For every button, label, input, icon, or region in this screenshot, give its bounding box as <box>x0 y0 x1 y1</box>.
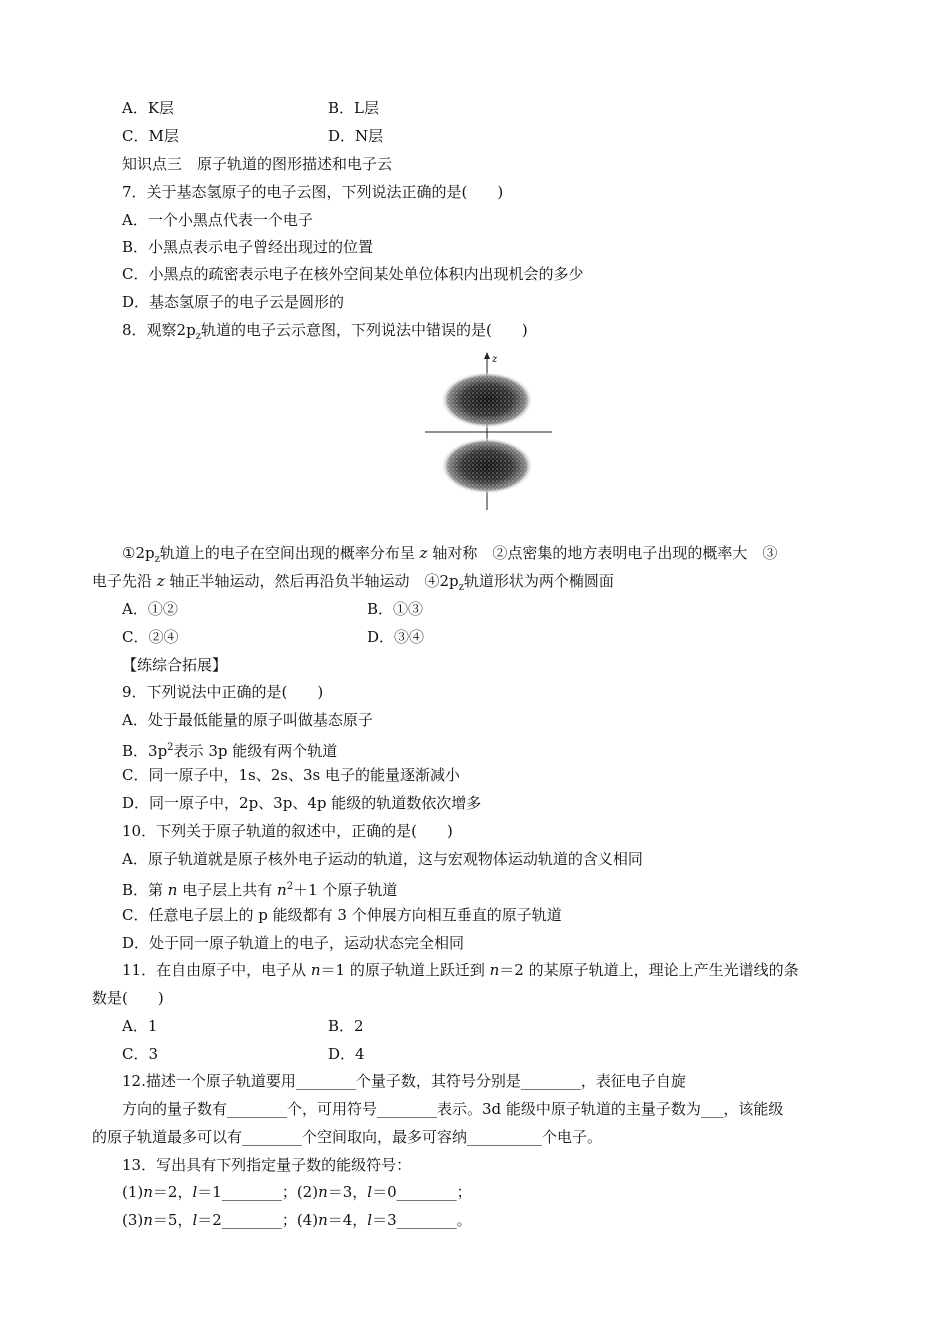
q9-option-a: A．处于最低能量的原子叫做基态原子 <box>122 711 373 729</box>
q11-option-d: D．4 <box>328 1045 365 1063</box>
q9-option-d: D．同一原子中，2p、3p、4p 能级的轨道数依次增多 <box>122 794 482 812</box>
practice-header: 【练综合拓展】 <box>122 656 228 674</box>
q9-stem: 9．下列说法中正确的是( ) <box>122 683 324 701</box>
q13-parts-line2: (3)n＝5，l＝2________；(4)n＝4，l＝3________。 <box>122 1211 472 1229</box>
q7-option-d: D．基态氢原子的电子云是圆形的 <box>122 293 345 311</box>
q8-option-d: D．③④ <box>367 628 425 646</box>
q11-stem-line1: 11．在自由原子中，电子从 n＝1 的原子轨道上跃迁到 n＝2 的某原子轨道上，理论上产生光谱线的条 <box>122 961 799 979</box>
q6-option-b: B．L层 <box>328 99 379 117</box>
q8-option-b: B．①③ <box>367 600 424 618</box>
electron-cloud-figure <box>420 352 555 512</box>
q8-stem: 8．观察$2p_z$轨道的电子云示意图，下列说法中错误的是( ) <box>122 321 528 342</box>
q13-parts-line1: (1)n＝2，l＝1________；(2)n＝3，l＝0________； <box>122 1183 472 1201</box>
q10-stem: 10．下列关于原子轨道的叙述中，正确的是( ) <box>122 822 453 840</box>
q9-option-c: C．同一原子中，1s、2s、3s 电子的能量逐渐减小 <box>122 766 460 784</box>
q8-statement-line2: 电子先沿 z 轴正半轴运动，然后再沿负半轴运动 $④2p_z$轨道形状为两个椭圆面 <box>92 572 614 593</box>
q11-stem-line2: 数是( ) <box>92 989 164 1007</box>
q10-option-a: A．原子轨道就是原子核外电子运动的轨道，这与宏观物体运动轨道的含义相同 <box>122 850 643 868</box>
electron-cloud-diagram <box>420 352 555 512</box>
q10-option-d: D．处于同一原子轨道上的电子，运动状态完全相同 <box>122 934 465 952</box>
q7-option-c: C．小黑点的疏密表示电子在核外空间某处单位体积内出现机会的多少 <box>122 265 584 283</box>
q12-line3: 的原子轨道最多可以有________个空间取向，最多可容纳__________个电子。 <box>92 1128 603 1146</box>
q11-option-a: A．1 <box>122 1017 158 1035</box>
q8-statement-line1: $①2p_z$轨道上的电子在空间出现的概率分布呈 z 轴对称 ②点密集的地方表明电子出现的概率大 ③ <box>122 544 778 565</box>
q10-option-b: B．第 n 电子层上共有 $n^2+1$ 个原子轨道 <box>122 881 398 899</box>
q12-line1: 12.描述一个原子轨道要用________个量子数，其符号分别是________，表征电子自旋 <box>122 1072 686 1090</box>
z-axis-arrow <box>484 352 490 359</box>
q6-option-c: C．M层 <box>122 127 179 145</box>
z-axis-label: z <box>492 354 498 365</box>
q6-option-d: D．N层 <box>328 127 384 145</box>
q10-option-c: C．任意电子层上的 p 能级都有 3 个伸展方向相互垂直的原子轨道 <box>122 906 562 924</box>
q11-option-b: B．2 <box>328 1017 364 1035</box>
q7-option-a: A．一个小黑点代表一个电子 <box>122 211 313 229</box>
q7-stem: 7．关于基态氢原子的电子云图，下列说法正确的是( ) <box>122 183 504 201</box>
q6-option-a: A．K层 <box>122 99 175 117</box>
q12-line2: 方向的量子数有________个，可用符号________表示。3d 能级中原子轨道的主量子数为___，该能级 <box>122 1100 784 1118</box>
q7-option-b: B．小黑点表示电子曾经出现过的位置 <box>122 238 374 256</box>
q8-option-c: C．②④ <box>122 628 179 646</box>
q13-stem: 13．写出具有下列指定量子数的能级符号： <box>122 1156 412 1174</box>
q11-option-c: C．3 <box>122 1045 159 1063</box>
section-heading: 知识点三 原子轨道的图形描述和电子云 <box>122 155 393 173</box>
q8-option-a: A．①② <box>122 600 178 618</box>
q9-option-b: B．$3p^2$表示 3p 能级有两个轨道 <box>122 742 338 760</box>
